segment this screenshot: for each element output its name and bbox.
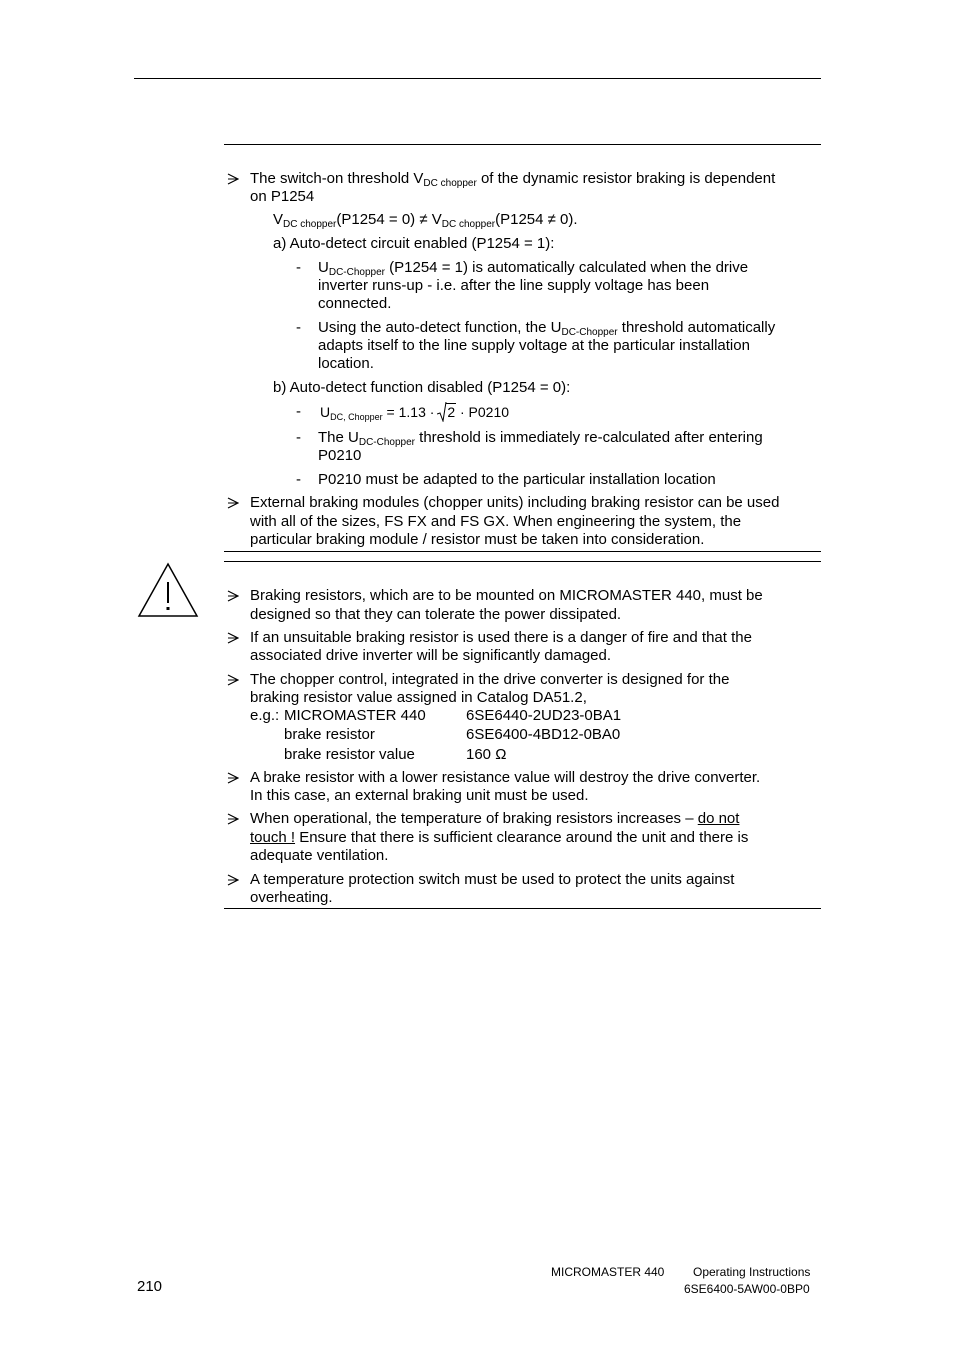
example-label: brake resistor value <box>284 746 415 763</box>
example-label: MICROMASTER 440 <box>284 707 426 724</box>
case-b-item1-line2: P0210 <box>318 447 362 464</box>
warning-item6-line1: A temperature protection switch must be used to protect the units against <box>250 871 735 888</box>
warning-item5-line2: touch ! Ensure that there is sufficient clearance around the unit and there is <box>250 829 749 846</box>
warning-item6-line2: overheating. <box>250 889 333 906</box>
case-a-item2-line1: Using the auto-detect function, the $U_{DC-Chopper}$ threshold automatically <box>318 319 776 338</box>
case-a-item2-line3: location. <box>318 355 374 372</box>
bullet-arrow-icon <box>227 813 239 825</box>
bullet1-line1: The switch-on threshold $V_{DC chopper}$ of the dynamic resistor braking is dependent <box>250 170 776 189</box>
case-b-heading: b) Auto-detect function disabled (P1254 = 0): <box>273 379 571 396</box>
case-a-item1-line3: connected. <box>318 295 392 312</box>
bullet-arrow-icon <box>227 772 239 784</box>
warning-item3-line2: braking resistor value assigned in Catalog DA51.2, <box>250 689 587 706</box>
warning-bottom-rule <box>224 908 821 909</box>
dash: - <box>296 319 301 336</box>
bullet-arrow-icon <box>227 674 239 686</box>
bullet-arrow-icon <box>227 497 239 509</box>
dash: - <box>296 429 301 446</box>
case-a-item1-line1: $U_{DC-Chopper}$ (P1254 = 1) is automatically calculated when the drive <box>318 259 749 278</box>
sqrt-symbol: 2 <box>438 404 456 420</box>
warning-item3-line1: The chopper control, integrated in the drive converter is designed for the <box>250 671 730 688</box>
case-a-heading: a) Auto-detect circuit enabled (P1254 = 1): <box>273 235 555 252</box>
bullet2-line2: with all of the sizes, FS FX and FS GX. When engineering the system, the <box>250 513 742 530</box>
dash: - <box>296 471 301 488</box>
case-a-item1-line2: inverter runs-up - i.e. after the line supply voltage has been <box>318 277 710 294</box>
case-b-formula: $U_{DC, Chopper} = 1.13$ · 2 · P0210 <box>320 404 510 422</box>
footer-doc-type: Operating Instructions <box>693 1265 811 1279</box>
dash: - <box>296 259 301 276</box>
warning-item2-line1: If an unsuitable braking resistor is used there is a danger of fire and that the <box>250 629 752 646</box>
warning-item2-line2: associated drive inverter will be significantly damaged. <box>250 647 612 664</box>
header-rule <box>134 78 821 79</box>
example-eg: e.g.: <box>250 707 280 724</box>
dash: - <box>296 403 301 420</box>
warning-item4-line1: A brake resistor with a lower resistance value will destroy the drive converter. <box>250 769 761 786</box>
bullet-arrow-icon <box>227 173 239 185</box>
case-b-item2: P0210 must be adapted to the particular installation location <box>318 471 716 488</box>
bullet1-line2: on P1254 <box>250 188 315 205</box>
chopper-formula: $V_{DC chopper}(P1254 = 0) \ne V_{DC chopper}(P1254 \ne 0)$. <box>273 211 578 230</box>
example-value: 6SE6440-2UD23-0BA1 <box>466 707 622 724</box>
warning-item1-line2: designed so that they can tolerate the power dissipated. <box>250 606 622 623</box>
page-number: 210 <box>137 1278 163 1295</box>
footer-order-number: 6SE6400-5AW00-0BP0 <box>684 1282 810 1296</box>
warning-item5-line1: When operational, the temperature of braking resistors increases – do not <box>250 810 740 827</box>
warning-triangle-icon <box>137 562 199 618</box>
warning-item4-line2: In this case, an external braking unit must be used. <box>250 787 589 804</box>
example-label: brake resistor <box>284 726 375 743</box>
example-value: 6SE6400-4BD12-0BA0 <box>466 726 621 743</box>
section-top-rule <box>224 144 821 145</box>
case-a-item2-line2: adapts itself to the line supply voltage at the particular installation <box>318 337 750 354</box>
bullet-arrow-icon <box>227 632 239 644</box>
bullet-arrow-icon <box>227 590 239 602</box>
bullet2-line3: particular braking module / resistor must be taken into consideration. <box>250 531 705 548</box>
case-b-item1-line1: The $U_{DC-Chopper}$ threshold is immediately re-calculated after entering <box>318 429 763 448</box>
bullet-arrow-icon <box>227 874 239 886</box>
warning-item5-line3: adequate ventilation. <box>250 847 389 864</box>
footer-product: MICROMASTER 440 <box>551 1265 665 1279</box>
bullet2-line1: External braking modules (chopper units) including braking resistor can be used <box>250 494 780 511</box>
warning-top-rule <box>224 561 821 562</box>
warning-item1-line1: Braking resistors, which are to be mounted on MICROMASTER 440, must be <box>250 587 763 604</box>
example-value: 160 Ω <box>466 746 507 763</box>
section-bottom-rule <box>224 551 821 552</box>
